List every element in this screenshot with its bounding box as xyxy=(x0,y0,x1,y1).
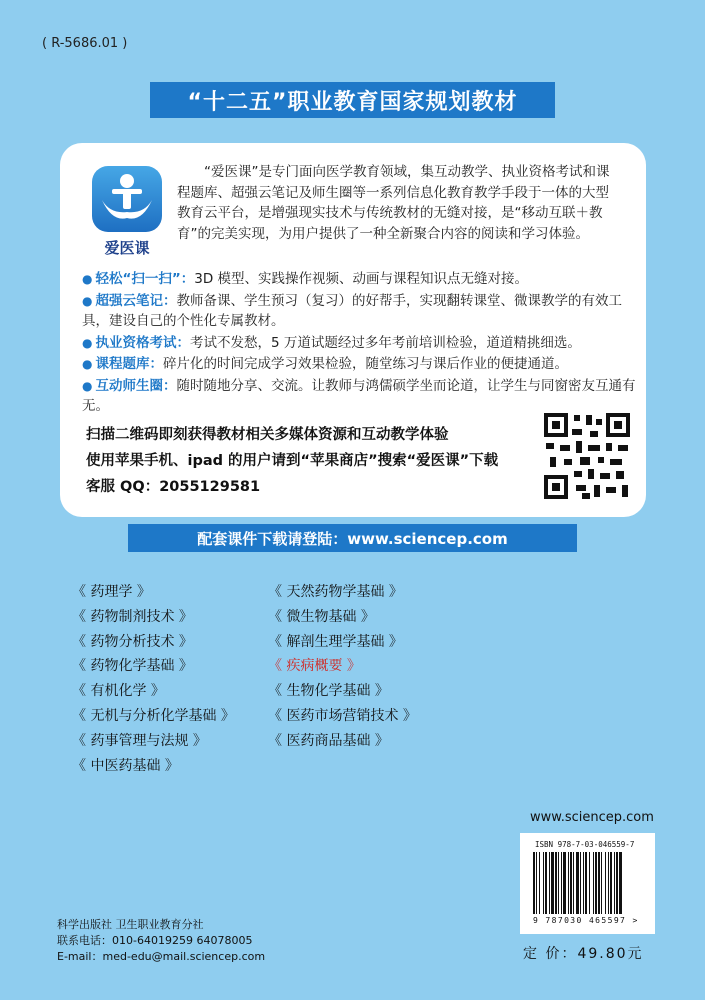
publisher-name: 科学出版社 卫生职业教育分社 xyxy=(57,918,204,931)
app-name: 爱医课 xyxy=(104,239,150,257)
publisher-website: www.sciencep.com xyxy=(530,810,654,825)
book-title: 《 微生物基础 》 xyxy=(268,608,375,625)
price-label: 定 价：49.80元 xyxy=(523,946,644,962)
publisher-phone: 联系电话：010-64019259 64078005 xyxy=(57,934,253,947)
bullet-icon: ● xyxy=(82,357,93,371)
publisher-info xyxy=(57,917,265,965)
barcode-icon xyxy=(531,852,648,914)
download-text[interactable]: 配套课件下载请登陆：www.sciencep.com xyxy=(197,529,508,548)
feature-item: ● 课程题库：碎片化的时间完成学习效果检验，随堂练习与课后作业的便捷通道。 xyxy=(82,356,568,372)
book-title: 《 无机与分析化学基础 》 xyxy=(72,707,235,724)
bullet-icon: ● xyxy=(82,378,93,393)
series-title: “十二五”职业教育国家规划教材 xyxy=(187,89,518,115)
book-title: 《 药物制剂技术 》 xyxy=(72,608,193,625)
catalog-code: ( R-5686.01 ) xyxy=(42,36,128,51)
book-title: 《 解剖生理学基础 》 xyxy=(268,633,403,650)
series-banner xyxy=(150,82,555,118)
barcode-number: 9 787030 465597 > xyxy=(533,916,639,925)
app-logo-icon xyxy=(92,166,162,232)
scan-instructions xyxy=(86,422,546,500)
feature-item: ● 轻松“扫一扫”：3D 模型、实践操作视频、动画与课程知识点无缝对接。 xyxy=(82,271,529,287)
book-title: 《 药物分析技术 》 xyxy=(72,633,193,650)
book-title: 《 医药商品基础 》 xyxy=(268,732,389,749)
bullet-icon: ● xyxy=(82,335,93,350)
book-title: 《 生物化学基础 》 xyxy=(268,683,389,700)
qr-code-icon xyxy=(542,411,632,501)
isbn-text: ISBN 978-7-03-046559-7 xyxy=(535,840,635,849)
book-list-left xyxy=(72,580,272,778)
scan-line: 扫描二维码即刻获得教材相关多媒体资源和互动教学体验 xyxy=(86,427,449,443)
publisher-email: E-mail：med-edu@mail.sciencep.com xyxy=(57,950,266,963)
book-list-right xyxy=(268,580,488,754)
book-title: 《 药理学 》 xyxy=(72,584,151,600)
book-title: 《 药物化学基础 》 xyxy=(72,658,193,675)
feature-item: ● 超强云笔记：教师备课、学生预习（复习）的好帮手，实现翻转课堂、微课教学的有效工具，建设自己的个性化专属教材。 xyxy=(82,292,622,329)
bullet-icon: ● xyxy=(82,272,93,286)
support-qq: 客服 QQ：2055129581 xyxy=(86,479,261,495)
book-title: 《 有机化学 》 xyxy=(72,683,165,700)
download-banner xyxy=(128,524,577,552)
feature-item: ● 互动师生圈：随时随地分享、交流。让教师与鸿儒硕学坐而论道，让学生与同窗密友互通有无。 xyxy=(82,377,636,414)
app-intro: “爱医课”是专门面向医学教育领域，集互动教学、执业资格考试和课程题库、超强云笔记及师生圈等一系列信息化教育教学手段于一体的大型教育云平台，是增强现实技术与传统教材的无缝对接，是“移动互联＋教育”的完美实现，为用户提供了一种全新聚合内容的阅读和学习体验。 xyxy=(177,164,610,242)
book-title: 《 药事管理与法规 》 xyxy=(72,732,207,749)
feature-item: ● 执业资格考试：考试不发愁，5 万道试题经过多年考前培训检验，道道精挑细选。 xyxy=(82,334,581,351)
book-title: 《 天然药物学基础 》 xyxy=(268,584,403,600)
scan-line: 使用苹果手机、ipad 的用户请到“苹果商店”搜索“爱医课”下载 xyxy=(86,453,499,469)
book-title: 《 医药市场营销技术 》 xyxy=(268,707,417,724)
book-title-current: 《 疾病概要 》 xyxy=(268,658,361,675)
feature-list xyxy=(82,269,642,418)
book-title: 《 中医药基础 》 xyxy=(72,757,179,774)
bullet-icon: ● xyxy=(82,293,93,308)
